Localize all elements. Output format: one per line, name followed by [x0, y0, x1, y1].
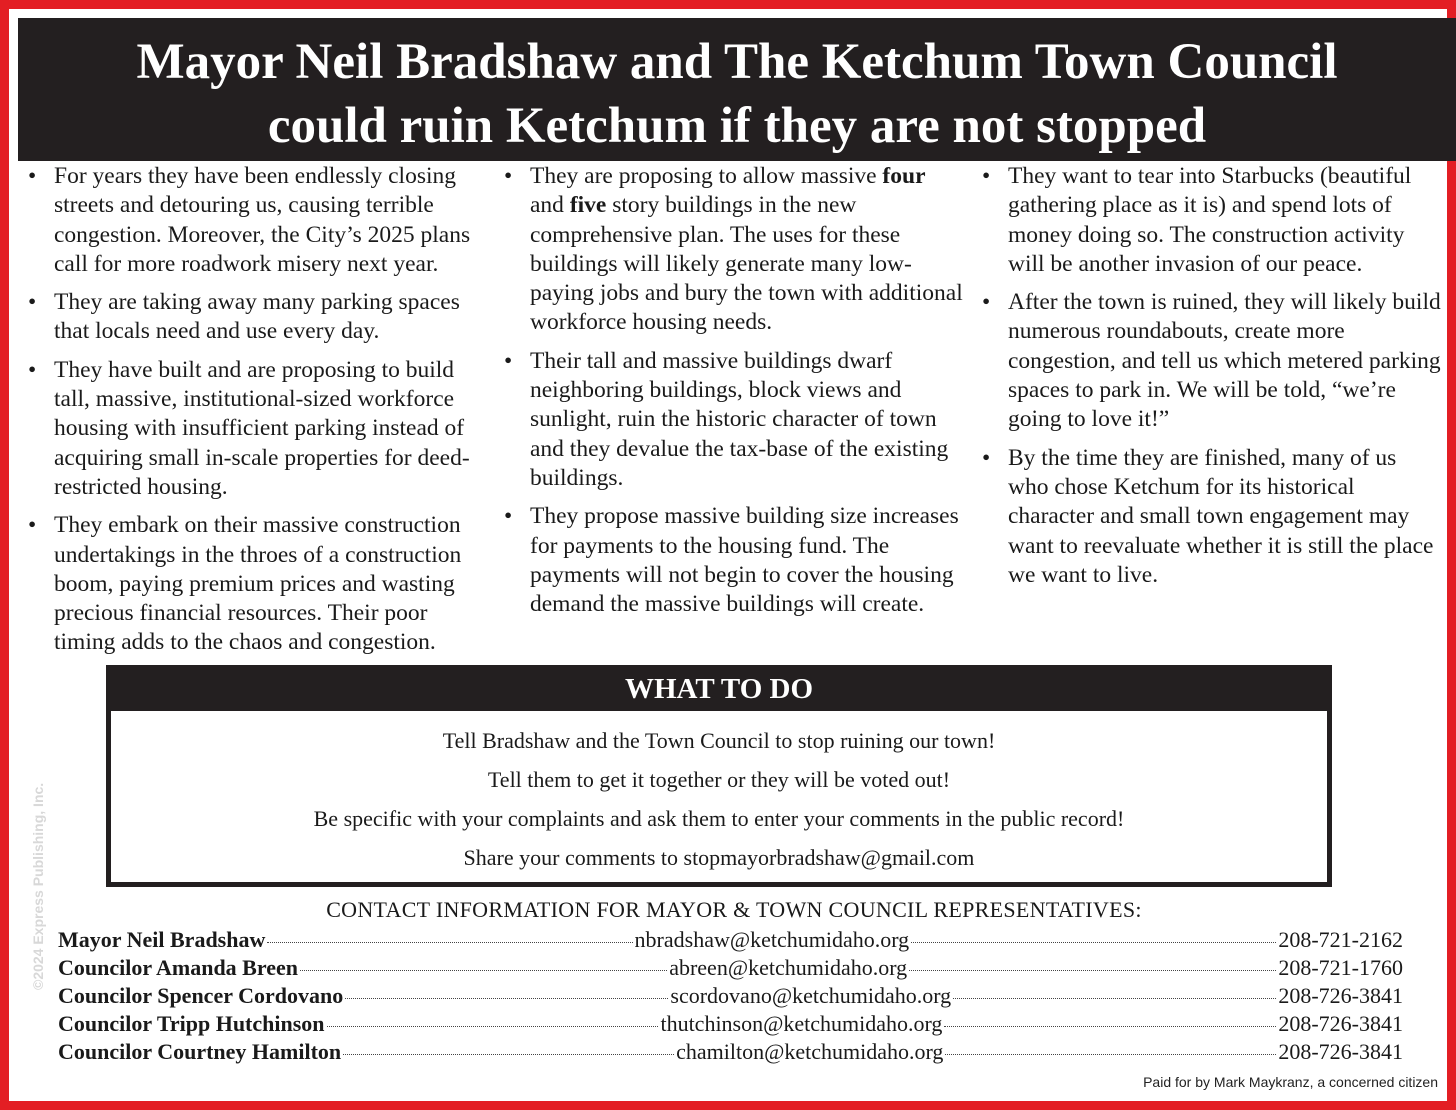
contact-email: thutchinson@ketchumidaho.org [660, 1011, 943, 1036]
what-to-do-box [106, 710, 1332, 887]
what-to-do-line: Tell Bradshaw and the Town Council to stop ruining our town! [442, 728, 996, 753]
paid-for-notice: Paid for by Mark Maykranz, a concerned citizen [1143, 1074, 1438, 1090]
contact-email: chamilton@ketchumidaho.org [676, 1039, 944, 1064]
dot-leader [343, 1054, 674, 1055]
dot-leader [945, 1054, 1276, 1055]
list-item: • They want to tear into Starbucks (beautiful gathering place as it is) and spend lots of money doing so. The construction activity will be another invasion of our peace. [982, 163, 1412, 277]
list-item: • They embark on their massive construction undertakings in the throes of a construction boom, paying premium prices and wasting precious financial resources. Their poor timing adds to the chaos and congestion. [28, 512, 462, 656]
list-item: • They are taking away many parking spaces that locals need and use every day. [28, 289, 460, 345]
contact-list [58, 926, 1403, 1066]
headline-line-1: Mayor Neil Bradshaw and The Ketchum Town Council [136, 34, 1338, 90]
contact-phone: 208-726-3841 [1278, 1011, 1404, 1036]
dot-leader [345, 998, 668, 999]
contact-row [58, 926, 1403, 954]
what-to-do-line: Share your comments to stopmayorbradshaw@gmail.com [463, 845, 975, 870]
contact-name: Councilor Tripp Hutchinson [58, 1011, 325, 1036]
column-2 [504, 162, 964, 628]
contact-email: abreen@ketchumidaho.org [669, 955, 908, 980]
list-item: • They have built and are proposing to build tall, massive, institutional-sized workforce housing with insufficient parking instead of acquiring small in-scale properties for deed-restricted housing. [28, 356, 470, 500]
contact-row [58, 1010, 1403, 1038]
bullet-icon: • [504, 163, 513, 189]
bullet-icon: • [28, 163, 37, 189]
list-item: • Their tall and massive buildings dwarf neighboring buildings, block views and sunlight, ruin the historic character of town and they devalue the tax-base of the existing buildings. [504, 347, 949, 491]
list-item: • By the time they are finished, many of us who chose Ketchum for its historical character and small town engagement may want to reevaluate whether it is still the place we want to live. [982, 444, 1434, 588]
list-item: • They are proposing to allow massive four and five story buildings in the new comprehensive plan. The uses for these buildings will likely generate many low-paying jobs and bury the town with additional workforce housing needs. [504, 163, 963, 336]
bullet-icon: • [982, 289, 991, 316]
contact-name: Mayor Neil Bradshaw [58, 927, 266, 952]
contact-name: Councilor Spencer Cordovano [58, 983, 344, 1008]
bullet-icon: • [28, 356, 37, 383]
dot-leader [953, 998, 1276, 999]
headline-line-2: could ruin Ketchum if they are not stopped [267, 98, 1207, 154]
bullet-columns [0, 162, 1456, 662]
contact-phone: 208-726-3841 [1278, 1039, 1403, 1064]
bullet-icon: • [982, 444, 991, 471]
dot-leader [909, 970, 1276, 971]
bullet-icon: • [28, 512, 37, 539]
bullet-icon: • [504, 503, 513, 530]
dot-leader [267, 942, 632, 943]
dot-leader [944, 1026, 1276, 1027]
headline-banner [18, 18, 1456, 161]
list-item: • After the town is ruined, they will likely build numerous roundabouts, create more congestion, and tell us which metered parking spaces to park in. We will be told, “we’re going to love it!” [982, 289, 1441, 433]
bullet-icon: • [28, 289, 37, 316]
bullet-icon: • [982, 163, 991, 189]
contact-row [58, 954, 1403, 982]
dot-leader [911, 942, 1276, 943]
list-item: • They propose massive building size increases for payments to the housing fund. The payments will not begin to cover the housing demand the massive buildings will create. [504, 503, 959, 618]
contact-name: Councilor Courtney Hamilton [58, 1039, 342, 1064]
bullet-icon: • [504, 347, 513, 374]
contact-phone: 208-721-2162 [1278, 927, 1403, 952]
column-1 [28, 162, 488, 667]
contact-title: CONTACT INFORMATION FOR MAYOR & TOWN COUNCIL REPRESENTATIVES: [326, 897, 1142, 922]
what-to-do-title: WHAT TO DO [106, 665, 1332, 711]
contact-row [58, 1038, 1403, 1066]
contact-phone: 208-726-3841 [1278, 983, 1403, 1008]
contact-row [58, 982, 1403, 1010]
column-3 [982, 162, 1442, 599]
contact-email: scordovano@ketchumidaho.org [670, 983, 952, 1008]
dot-leader [327, 1026, 659, 1027]
what-to-do-line: Tell them to get it together or they will be voted out! [487, 767, 951, 792]
list-item: • For years they have been endlessly closing streets and detouring us, causing terrible congestion. Moreover, the City’s 2025 plans call for more roadwork misery next year. [28, 163, 471, 277]
dot-leader [300, 970, 667, 971]
contact-phone: 208-721-1760 [1278, 955, 1404, 980]
contact-name: Councilor Amanda Breen [58, 955, 298, 980]
contact-email: nbradshaw@ketchumidaho.org [634, 927, 910, 952]
copyright-notice: ©2024 Express Publishing, Inc. [30, 782, 46, 990]
what-to-do-line: Be specific with your complaints and ask them to enter your comments in the public record! [313, 806, 1125, 831]
